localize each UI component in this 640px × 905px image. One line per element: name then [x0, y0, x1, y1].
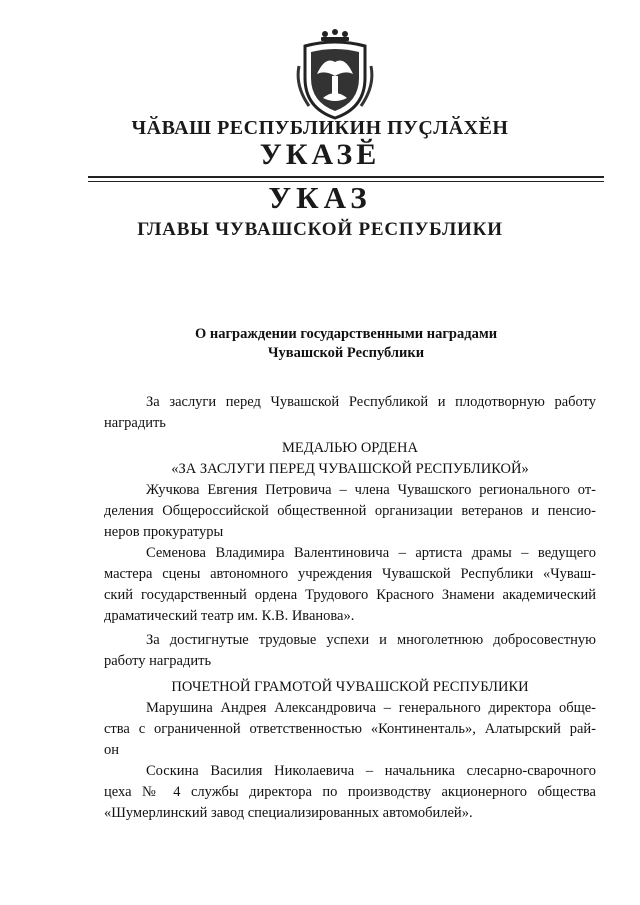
awardee-paragraph: [104, 480, 596, 543]
header-chuvash-title: ЧӐВАШ РЕСПУБЛИКИН ПУҪЛӐХӖН: [131, 117, 509, 139]
section1-award-title: МЕДАЛЬЮ ОРДЕНА: [282, 440, 418, 456]
section1-intro-line: наградить: [104, 415, 166, 431]
awardee-paragraph: [104, 761, 596, 824]
awardee-line: неров прокуратуры: [104, 524, 224, 540]
awardee-line: драматический театр им. К.В. Иванова».: [104, 608, 355, 624]
awardee-line: он: [104, 742, 120, 758]
header-russian-title: ГЛАВЫ ЧУВАШСКОЙ РЕСПУБЛИКИ: [137, 219, 503, 240]
awardee-line: деления Общероссийской общественной организации ветеранов и пенсио-: [104, 503, 596, 519]
section1-intro-line: За заслуги перед Чувашской Республикой и плодотворную работу: [146, 394, 596, 410]
awardee-line: Жучкова Евгения Петровича – члена Чувашского регионального от-: [146, 482, 596, 498]
awardee-line: Марушина Андрея Александровича – генерального директора обще-: [146, 700, 596, 716]
awardee-line: мастера сцены автономного учреждения Чувашской Республики «Чуваш-: [104, 566, 596, 582]
awardee-paragraph: [104, 543, 596, 627]
section2-intro: [104, 630, 596, 672]
awardee-line: цеха № 4 службы директора по производству акционерного общества: [104, 784, 596, 800]
awardee-line: Соскина Василия Николаевича – начальника слесарно-сварочного: [146, 763, 596, 779]
section2-intro-line: работу наградить: [104, 653, 212, 669]
awardee-paragraph: [104, 698, 596, 761]
awardee-line: Семенова Владимира Валентиновича – артиста драмы – ведущего: [146, 545, 596, 561]
awardee-line: ский государственный ордена Трудового Красного Знамени академический: [104, 587, 596, 603]
awardee-line: ства с ограниченной ответственностью «Континенталь», Алатырский рай-: [104, 721, 596, 737]
header-divider: [88, 176, 604, 178]
section1-intro: [104, 392, 596, 434]
document-title-line2: Чувашской Республики: [267, 345, 425, 361]
document-title-line1: О награждении государственными наградами: [194, 326, 498, 342]
section1-award-subtitle: «ЗА ЗАСЛУГИ ПЕРЕД ЧУВАШСКОЙ РЕСПУБЛИКОЙ»: [171, 461, 529, 477]
section2-intro-line: За достигнутые трудовые успехи и многолетнюю добросовестную: [146, 632, 596, 648]
header-russian-decree: УКАЗ: [268, 180, 372, 215]
header-chuvash-decree: УКАЗӖ: [259, 138, 381, 171]
awardee-line: «Шумерлинский завод специализированных автомобилей».: [104, 805, 473, 821]
coat-of-arms-icon: [295, 26, 375, 122]
section2-award-title: ПОЧЕТНОЙ ГРАМОТОЙ ЧУВАШСКОЙ РЕСПУБЛИКИ: [171, 679, 529, 695]
